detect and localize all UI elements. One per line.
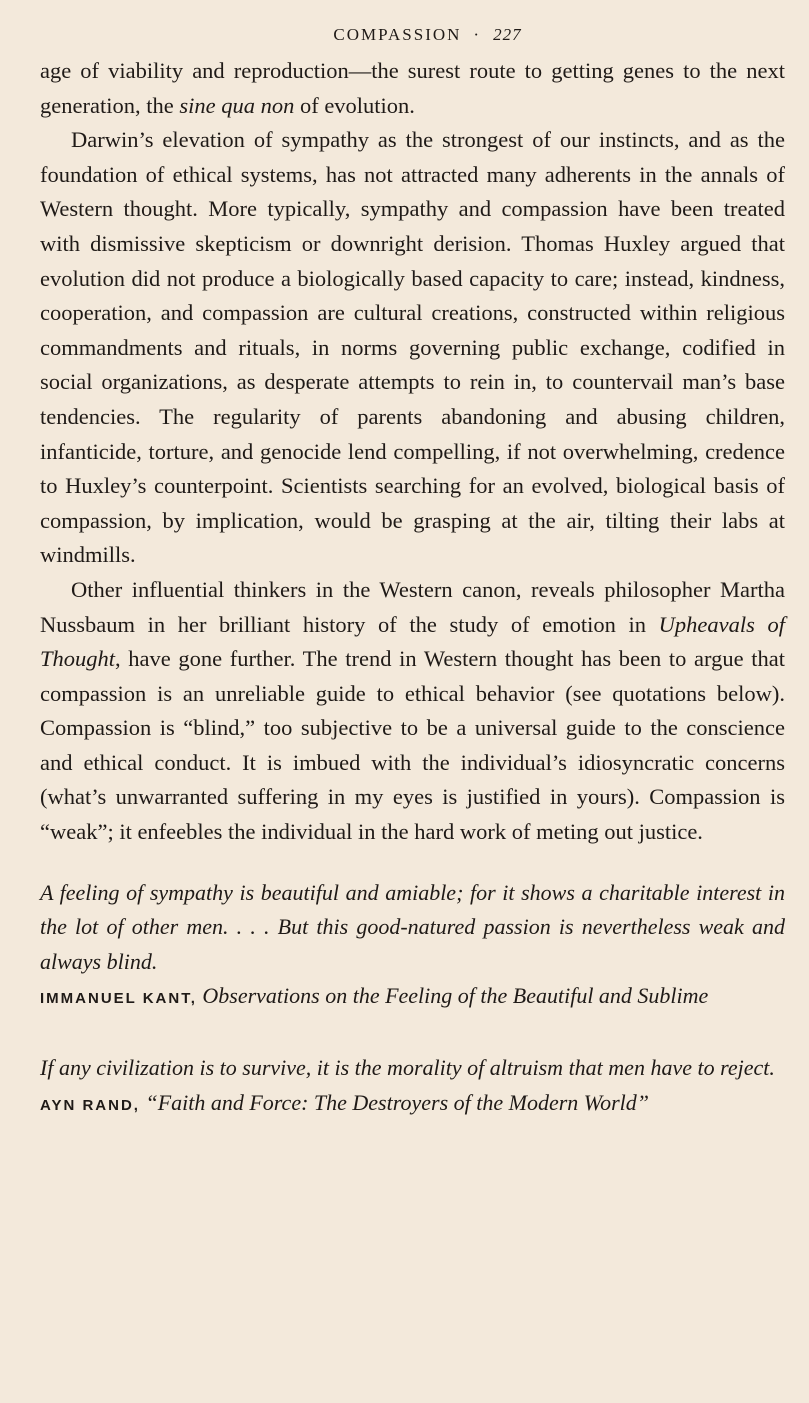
quote-author: AYN RAND, (40, 1096, 140, 1114)
quote-kant (40, 876, 785, 1017)
quote-attribution (40, 979, 785, 1017)
quote-rand (40, 1051, 785, 1123)
quote-attribution (40, 1086, 785, 1124)
body-text (40, 54, 785, 850)
quote-text: A feeling of sympathy is beautiful and amiable; for it shows a charitable interest in the lot of other men. . . . But this good-natured passion is nevertheless weak and always blind. (40, 879, 785, 974)
page-number: 227 (493, 25, 522, 44)
running-head-title: COMPASSION (333, 25, 462, 44)
paragraph-1: age of viability and reproduction—the surest route to getting genes to the next generation, the sine qua non of evolution. (40, 58, 785, 118)
running-head (70, 18, 785, 52)
quote-text: If any civilization is to survive, it is the morality of altruism that men have to reject. (40, 1055, 775, 1081)
quote-work: Observations on the Feeling of the Beautiful and Sublime (202, 983, 709, 1009)
quote-work: “Faith and Force: The Destroyers of the Modern World” (145, 1089, 649, 1115)
paragraph-3: Other influential thinkers in the Western canon, reveals philosopher Martha Nussbaum in her brilliant history of the study of emotion in Upheavals of Thought, have gone further. The trend in Western thought has been to argue that compassion is an unreliable guide to ethical behavior (see quotations below). Compassion is “blind,” too subjective to be a universal guide to the conscience and ethical conduct. It is imbued with the individual’s idiosyncratic concerns (what’s unwarranted suffering in my eyes is justified in yours). Compassion is “weak”; it enfeebles the individual in the hard work of meting out justice. (40, 576, 785, 845)
running-head-separator: · (473, 25, 482, 44)
quote-author: IMMANUEL KANT, (40, 990, 197, 1008)
paragraph-2: Darwin’s elevation of sympathy as the strongest of our instincts, and as the foundation of ethical systems, has not attracted many adherents in the annals of Western thought. More typically, sympathy and compassion have been treated with dismissive skepticism or downright derision. Thomas Huxley argued that evolution did not produce a biologically based capacity to care; instead, kindness, cooperation, and compassion are cultural creations, constructed within religious commandments and rituals, in norms governing public exchange, codified in social organizations, as desperate attempts to rein in, to countervail man’s base tendencies. The regularity of parents abandoning and abusing children, infanticide, torture, and genocide lend compelling, if not overwhelming, credence to Huxley’s counterpoint. Scientists searching for an evolved, biological basis of compassion, by implication, would be grasping at the air, tilting their labs at windmills. (40, 127, 785, 568)
book-title: Upheavals of Thought (40, 611, 785, 672)
italic-phrase: sine qua non (179, 92, 295, 118)
